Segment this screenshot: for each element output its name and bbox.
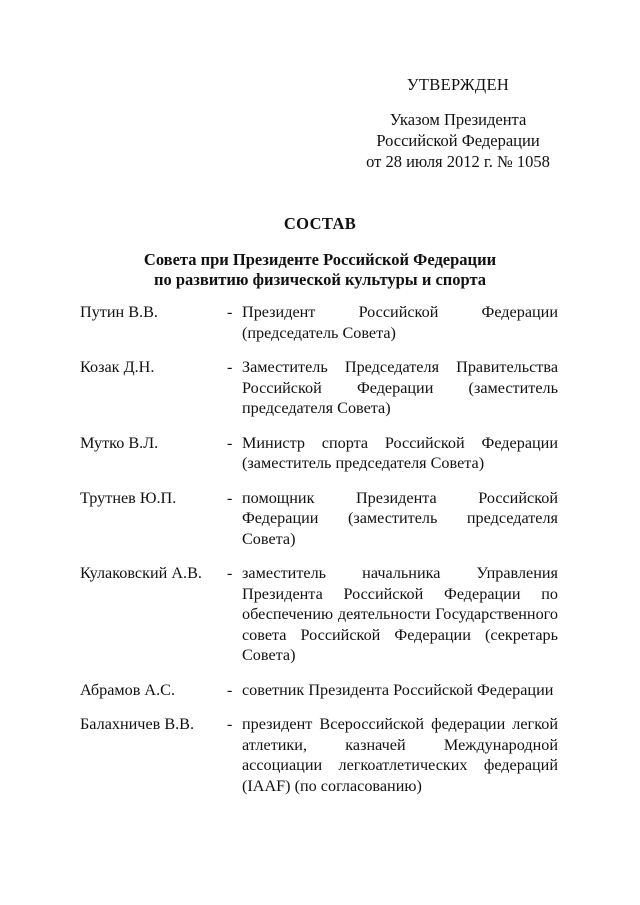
member-dash: - [227,433,233,452]
document-title: СОСТАВ [283,214,357,233]
country-line: Российской Федерации [376,131,540,150]
member-entry [80,357,558,419]
member-entry [80,302,558,343]
member-entry [80,563,558,666]
member-name: Абрамов А.С. [80,680,175,699]
member-role: помощник Президента Российской Федерации (заместитель председателя Совета) [242,488,558,548]
member-name: Путин В.В. [80,303,158,321]
document-heading [110,214,530,290]
member-list [80,302,558,810]
member-name: Козак Д.Н. [80,358,155,376]
approved-label: УТВЕРЖДЕН [406,75,510,94]
decree-line: Указом Президента [389,110,527,129]
approval-stamp [352,74,564,172]
document-subtitle-line-1: Совета при Президенте Российской Федерации [143,250,497,269]
member-dash: - [227,680,233,699]
member-role: заместитель начальника Управления Президента Российской Федерации по обеспечению деятельности Государственного совета Российской Федерации (секретарь Совета) [242,564,558,664]
member-dash: - [227,358,233,376]
member-name: Трутнев Ю.П. [80,488,177,507]
member-dash: - [227,564,233,582]
member-entry [80,433,558,474]
decree-date-number: от 28 июля 2012 г. № 1058 [366,152,550,171]
member-role: Министр спорта Российской Федерации (заместитель председателя Совета) [242,433,558,472]
member-name: Кулаковский А.В. [80,564,202,582]
member-dash: - [227,488,233,507]
member-entry [80,714,558,796]
member-role: советник Президента Российской Федерации [242,680,554,699]
member-name: Балахничев В.В. [80,715,195,733]
member-role: Заместитель Председателя Правительства Российской Федерации (заместитель председателя Совета) [242,358,558,417]
member-role: президент Всероссийской федерации легкой атлетики, казначей Международной ассоциации легкоатлетических федераций (IAAF) (по согласованию) [242,715,558,795]
member-entry [80,488,558,550]
member-role: Президент Российской Федерации (председатель Совета) [242,303,558,342]
document-subtitle-line-2: по развитию физической культуры и спорта [153,270,487,289]
member-dash: - [227,303,233,321]
member-name: Мутко В.Л. [80,433,159,452]
member-entry [80,680,558,701]
member-dash: - [227,715,233,733]
